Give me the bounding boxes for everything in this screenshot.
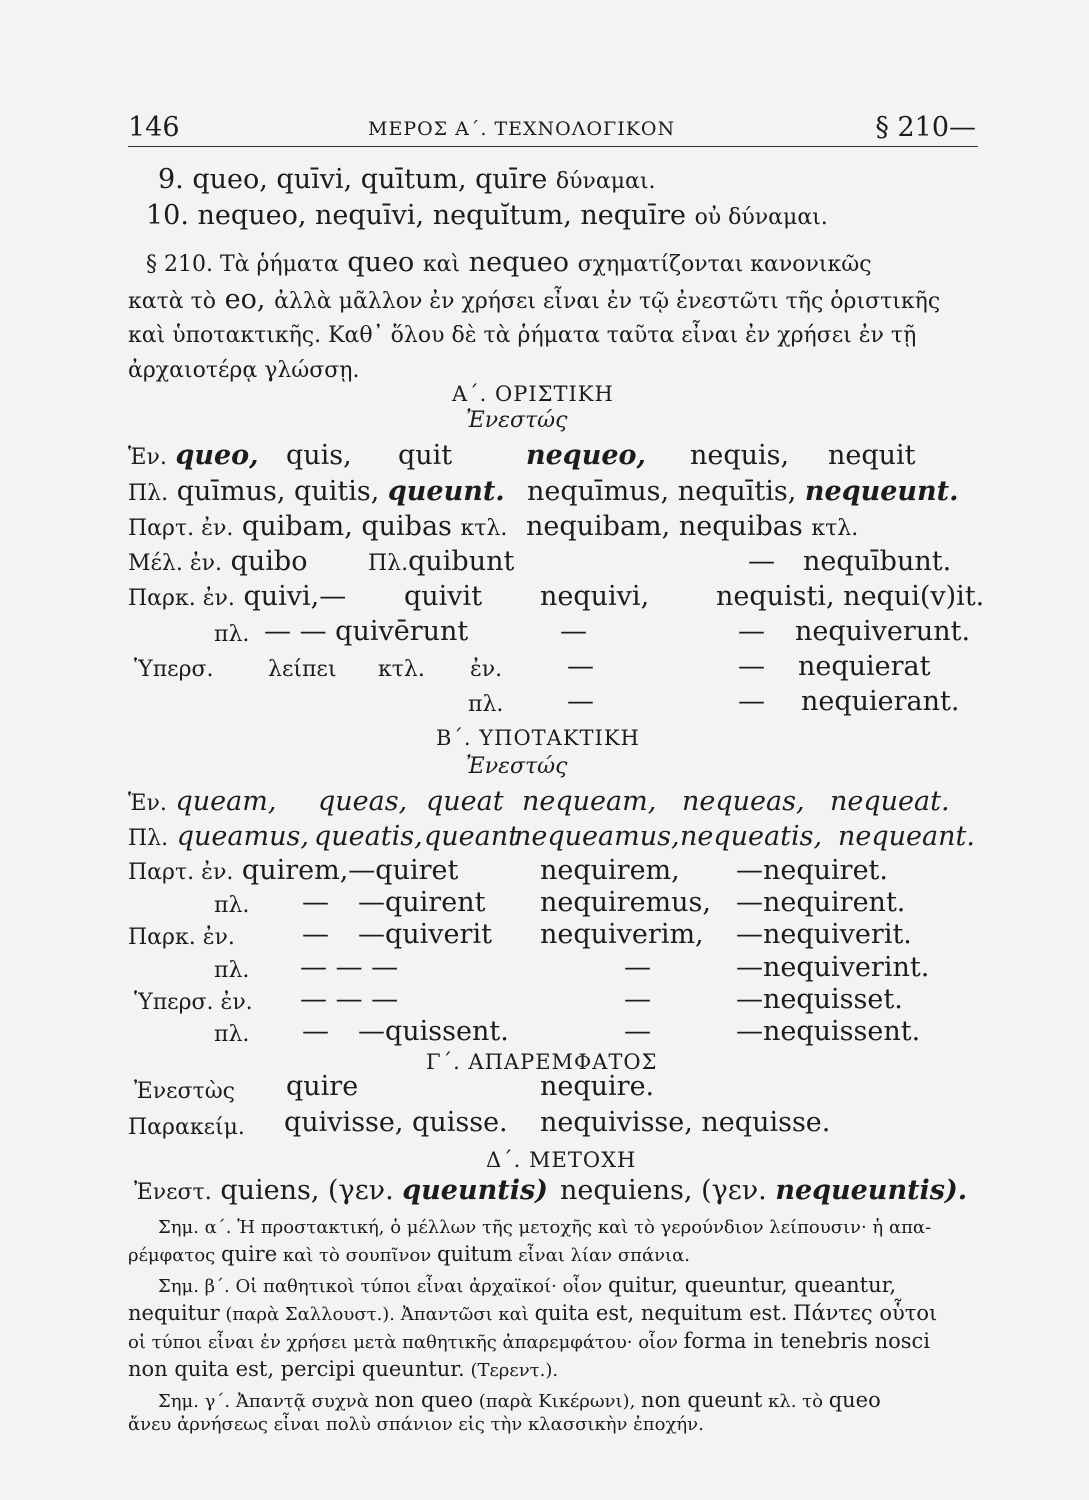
greek-meaning: οὐ δύναμαι.: [694, 205, 828, 230]
row-label: πλ.: [214, 1022, 250, 1047]
abbrev: κτλ.: [378, 657, 425, 682]
row-label: πλ.: [214, 958, 250, 983]
text: Σημ. γ΄. Ἀπαντᾷ συχνὰ: [158, 1391, 369, 1412]
form: —nequiret.: [736, 855, 888, 886]
row-label: Πλ.: [128, 826, 169, 851]
form: nequisti, nequi(v)it.: [716, 581, 985, 612]
row-label: Ὑπερσ.: [134, 657, 214, 682]
row-label: πλ.: [468, 692, 504, 717]
form: quibunt: [408, 546, 515, 577]
latin-word: quitur, queuntur, queantur,: [608, 1273, 897, 1297]
section-title-infinitive: Γ΄. ΑΠΑΡΕΜΦΑΤΟΣ: [426, 1050, 658, 1074]
form: nequis,: [690, 440, 790, 471]
indicative-row-2b: [527, 476, 959, 508]
subtitle-present: Ἐνεστώς: [466, 408, 568, 433]
text: καὶ τὸ σουπῖνον: [282, 1245, 432, 1266]
form: —nequiverit.: [736, 919, 912, 950]
indicative-row-3b: [526, 511, 858, 545]
form: nequeas,: [682, 786, 805, 817]
note-b-line-1: [158, 1273, 896, 1299]
page-header: [128, 112, 976, 146]
form: nequeat.: [830, 786, 950, 817]
form: quiens, (γεν.: [220, 1175, 394, 1206]
form: quivisse, quisse.: [284, 1107, 508, 1138]
form: nequiens, (γεν.: [560, 1175, 767, 1206]
form: nequiverim,: [540, 919, 704, 950]
form: nequeuntis).: [775, 1175, 968, 1206]
header-rule: [128, 146, 978, 147]
form: quis,: [286, 440, 352, 471]
text: (παρὰ Σαλλουστ.). Ἀπαντῶσι καὶ: [225, 1304, 529, 1325]
form: queam,: [175, 786, 277, 817]
note-a-line-2: [128, 1242, 690, 1268]
dash: —: [624, 1016, 651, 1047]
latin-word: quitum: [437, 1242, 513, 1266]
latin-word: non queunt: [641, 1388, 763, 1412]
form: —nequirent.: [736, 887, 906, 918]
row-label: Πλ.: [368, 551, 409, 576]
indicative-row-4: [128, 546, 307, 580]
dash: —: [738, 651, 765, 682]
latin-word: queo: [828, 1388, 881, 1412]
paragraph-line-3: καὶ ὑποτακτικῆς. Καθ᾿ ὅλου δὲ τὰ ῥήματα ταῦτα εἶναι ἐν χρήσει ἐν τῇ: [128, 323, 917, 348]
latin-word: nequeo: [468, 247, 570, 278]
latin-word: nequitur: [128, 1301, 220, 1325]
latin-word: queo: [347, 247, 415, 278]
form: nequībunt.: [803, 546, 952, 577]
dash: —: [567, 651, 594, 682]
latin-word: quita est, nequitum est.: [534, 1301, 788, 1325]
latin-word: quire: [220, 1242, 278, 1266]
row-label: Ἑν.: [128, 445, 167, 470]
text: Σημ. β΄. Οἱ παθητικοὶ τύποι εἶναι ἀρχαϊκοί· οἷον: [158, 1276, 603, 1297]
row-label: Παρκ. ἐν.: [128, 925, 235, 950]
form: — — quivērunt: [264, 616, 469, 647]
section-title-indicative: Α΄. ΟΡΙΣΤΙΚΗ: [452, 382, 614, 406]
form: nequierat: [798, 651, 931, 682]
form: nequire.: [540, 1071, 655, 1102]
text: (παρὰ Κικέρωνι),: [478, 1391, 636, 1412]
list-item-9: [158, 164, 656, 198]
dashes: — — —: [300, 984, 399, 1015]
subjunctive-row-1: [128, 786, 276, 820]
form: —nequiverint.: [736, 952, 930, 983]
form: —quiverit: [358, 919, 492, 950]
indicative-row-4b: [368, 546, 514, 580]
dash: —: [738, 616, 765, 647]
form: quire: [286, 1071, 359, 1102]
row-label: Μέλ. ἐν.: [128, 551, 223, 576]
note-b-line-4: [128, 1357, 558, 1383]
form: nequivisse, nequisse.: [540, 1107, 831, 1138]
form: nequit: [828, 440, 916, 471]
form: —nequisset.: [736, 984, 903, 1015]
form: queuntis): [402, 1175, 548, 1206]
form: nequivi,: [540, 581, 650, 612]
section-title-subjunctive: Β΄. ΥΠΟΤΑΚΤΙΚΗ: [436, 726, 640, 750]
text: εἶναι λίαν σπάνια.: [518, 1245, 690, 1266]
latin-forms: queo, quīvi, quītum, quīre: [192, 164, 548, 195]
dash: —: [302, 1016, 329, 1047]
text: ρέμφατος: [128, 1245, 216, 1266]
text: § 210. Τὰ ῥήματα: [146, 252, 339, 277]
participle-row-1: [134, 1175, 548, 1209]
latin-word: eo,: [224, 284, 266, 315]
form: nequibam, nequibas: [526, 511, 803, 542]
form: queatis,: [314, 821, 423, 852]
text: κλ. τὸ: [768, 1391, 823, 1412]
dashes: — — —: [300, 952, 399, 983]
dash: —: [560, 616, 587, 647]
note-b-line-3: [128, 1329, 930, 1355]
page-number: 146: [128, 112, 180, 143]
form: nequirem,: [540, 855, 680, 886]
form: —quirent: [358, 887, 486, 918]
dash: —: [748, 546, 775, 577]
row-label: Παρακείμ.: [128, 1115, 245, 1140]
indicative-row-3: [128, 511, 507, 545]
form: nequīmus, nequītis,: [527, 476, 797, 507]
form: quibo: [230, 546, 308, 577]
form: nequeant.: [838, 821, 975, 852]
indicative-row-5: [128, 581, 346, 615]
dash: —: [567, 686, 594, 717]
subjunctive-row-3: [128, 855, 458, 889]
abbrev: κτλ.: [811, 516, 859, 541]
row-label: πλ.: [214, 893, 250, 918]
form: nequierant.: [801, 686, 960, 717]
note-a-line-1: Σημ. α΄. Ἡ προστακτική, ὁ μέλλων τῆς μετοχῆς καὶ τὸ γερούνδιον λείπουσιν· ἡ απα-: [158, 1217, 932, 1238]
row-label: Ὑπερσ. ἐν.: [134, 990, 253, 1015]
text: καὶ: [422, 252, 461, 277]
note-b-line-2: [128, 1301, 937, 1327]
form: queo,: [175, 440, 259, 471]
text: σχηματίζονται κανονικῶς: [577, 252, 872, 277]
subjunctive-row-2: [128, 821, 309, 855]
form: nequiremus,: [540, 887, 711, 918]
form: nequeunt.: [804, 476, 959, 507]
row-label: πλ.: [214, 622, 250, 647]
section-marker: § 210—: [875, 112, 976, 143]
form: quit: [398, 440, 453, 471]
form: queamus,: [176, 821, 309, 852]
latin-forms: nequeo, nequīvi, nequĭtum, nequīre: [197, 200, 686, 231]
paragraph-line-4: ἀρχαιοτέρᾳ γλώσσῃ.: [128, 358, 360, 383]
note-c-line-2: ἄνευ ἀρνήσεως εἶναι πολὺ σπάνιον εἰς τὴν κλασσικὴν ἐποχήν.: [128, 1414, 704, 1435]
form: nequeam,: [522, 786, 657, 817]
list-item-10: [146, 200, 828, 234]
form: queant: [424, 821, 519, 852]
row-label: Ἐνεστὼς: [134, 1079, 235, 1104]
text: οἱ τύποι εἶναι ἐν χρήσει μετὰ παθητικῆς ἀπαρεμφάτου· οἷον: [128, 1332, 678, 1353]
paragraph-line-2: [128, 284, 940, 318]
note-text: λείπει: [268, 657, 337, 682]
form: nequeo,: [526, 440, 646, 471]
row-label: Παρτ. ἐν.: [128, 516, 234, 541]
dash: —: [624, 984, 651, 1015]
dash: —: [302, 887, 329, 918]
form: —nequissent.: [736, 1016, 921, 1047]
running-title: ΜΕΡΟΣ Α΄. ΤΕΧΝΟΛΟΓΙΚΟΝ: [368, 118, 676, 140]
text: Πάντες οὗτοι: [793, 1301, 938, 1325]
latin-word: non quita est, percipi queuntur.: [128, 1357, 465, 1381]
latin-word: forma in tenebris nosci: [683, 1329, 930, 1353]
form: quivi,—: [243, 581, 347, 612]
row-label: Ἑν.: [128, 791, 167, 816]
form: quivit: [404, 581, 483, 612]
dash: —: [302, 919, 329, 950]
participle-row-1b: [560, 1175, 967, 1207]
dash: —: [738, 686, 765, 717]
form: quīmus, quitis,: [176, 476, 380, 507]
subtitle-present: Ἐνεστώς: [466, 754, 568, 779]
row-label: Ἐνεστ.: [134, 1180, 212, 1205]
form: —quissent.: [358, 1016, 509, 1047]
item-number: 9.: [158, 164, 184, 195]
abbrev: κτλ.: [460, 516, 508, 541]
latin-word: non queo: [374, 1388, 474, 1412]
paragraph-line-1: [146, 247, 872, 281]
row-label: ἐν.: [470, 657, 503, 682]
form: nequiverunt.: [795, 616, 971, 647]
form: quirem,—quiret: [241, 855, 459, 886]
form: queunt.: [387, 476, 505, 507]
indicative-row-1: [128, 440, 259, 474]
indicative-row-2: [128, 476, 505, 510]
form: queat: [426, 786, 504, 817]
text: κατὰ τὸ: [128, 289, 217, 314]
greek-meaning: δύναμαι.: [555, 169, 656, 194]
form: queas,: [318, 786, 408, 817]
note-c-line-1: [158, 1388, 881, 1414]
row-label: Παρτ. ἐν.: [128, 860, 234, 885]
text: (Τερεντ.).: [470, 1360, 559, 1381]
item-number: 10.: [146, 200, 189, 231]
row-label: Παρκ. ἐν.: [128, 586, 235, 611]
dash: —: [624, 952, 651, 983]
form: nequeatis,: [680, 821, 823, 852]
section-title-participle: Δ΄. ΜΕΤΟΧΗ: [486, 1148, 637, 1172]
row-label: Πλ.: [128, 481, 169, 506]
form: nequeamus,: [514, 821, 680, 852]
form: quibam, quibas: [241, 511, 452, 542]
text: ἀλλὰ μᾶλλον ἐν χρήσει εἶναι ἐν τῷ ἐνεστῶτι τῆς ὁριστικῆς: [274, 289, 941, 314]
